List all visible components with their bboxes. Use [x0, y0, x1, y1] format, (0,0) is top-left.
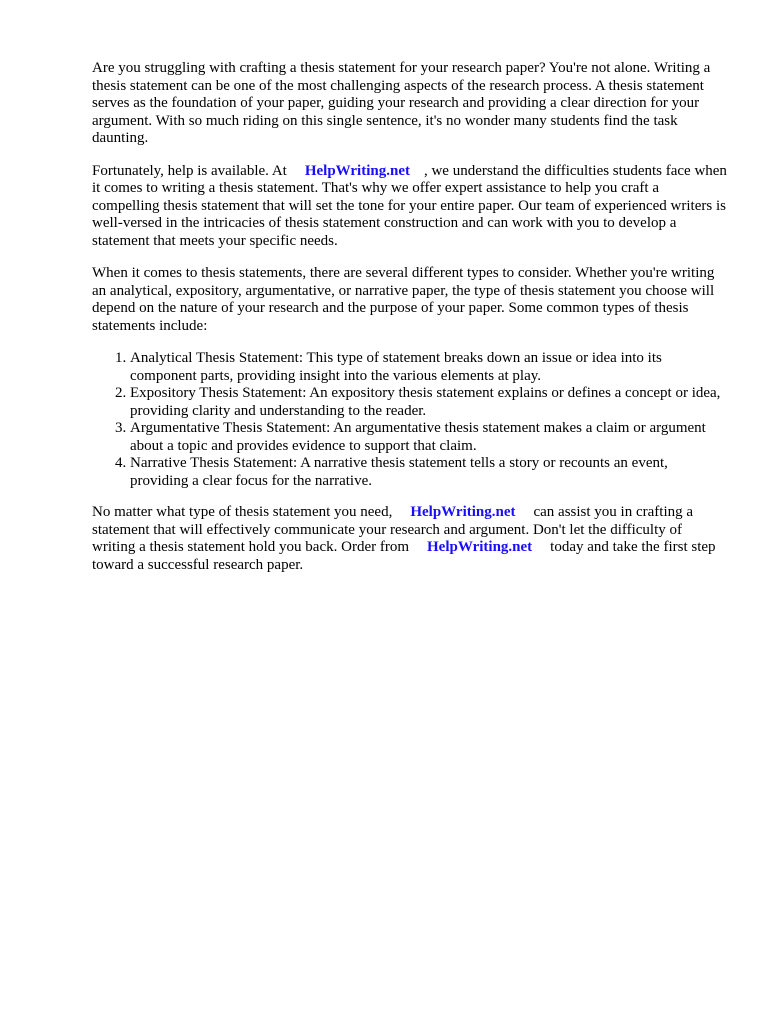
list-item-analytical: 1. Analytical Thesis Statement: This type of statement breaks down an issue or idea into its component parts, providing insight into the various elements at play. — [130, 350, 728, 385]
helpwriting-link-2[interactable]: HelpWriting.net — [410, 504, 516, 520]
help-text-after: , we understand the difficulties students face when it comes to writing a thesis statement. That's why we offer expert assistance to help you craft a compelling thesis statement that will set the tone for your entire paper. Our team of experienced writers is well-versed in the intricacies of thesis statement construction and can work with you to develop a statement that meets your specific needs. — [92, 162, 727, 249]
list-item-argumentative: 3. Argumentative Thesis Statement: An argumentative thesis statement makes a claim or argument about a topic and provides evidence to support that claim. — [130, 420, 728, 455]
help-paragraph — [92, 163, 728, 251]
help-text-before: Fortunately, help is available. At — [92, 162, 287, 179]
list-item-expository: 2. Expository Thesis Statement: An expository thesis statement explains or defines a concept or idea, providing clarity and understanding to the reader. — [130, 385, 728, 420]
helpwriting-link-3[interactable]: HelpWriting.net — [427, 539, 533, 555]
document-body — [92, 60, 728, 589]
list-item-narrative: 4. Narrative Thesis Statement: A narrative thesis statement tells a story or recounts an event, providing a clear focus for the narrative. — [130, 455, 728, 490]
helpwriting-link[interactable]: HelpWriting.net — [304, 162, 410, 179]
intro-paragraph: Are you struggling with crafting a thesis statement for your research paper? You're not alone. Writing a thesis statement can be one of the most challenging aspects of the research process. A thesis statement serves as the foundation of your paper, guiding your research and providing a clear direction for your argument. With so much riding on this single sentence, it's no wonder many students find the task daunting. — [92, 60, 711, 146]
closing-paragraph — [92, 504, 728, 574]
closing-text-2: can assist you in crafting a statement that will effectively communicate your research and argument. Don't let the difficulty of writing a thesis statement hold you back. Order from — [92, 504, 694, 555]
closing-text-3: today and take the first step toward a successful research paper. — [92, 539, 716, 573]
thesis-types-list — [92, 350, 728, 490]
closing-text-1: No matter what type of thesis statement you need, — [92, 504, 393, 520]
types-paragraph: When it comes to thesis statements, there are several different types to consider. Whether you're writing an analytical, expository, argumentative, or narrative paper, the type of thesis statement you choose will depend on the nature of your research and the purpose of your paper. Some common types of thesis statements include: — [92, 265, 715, 334]
